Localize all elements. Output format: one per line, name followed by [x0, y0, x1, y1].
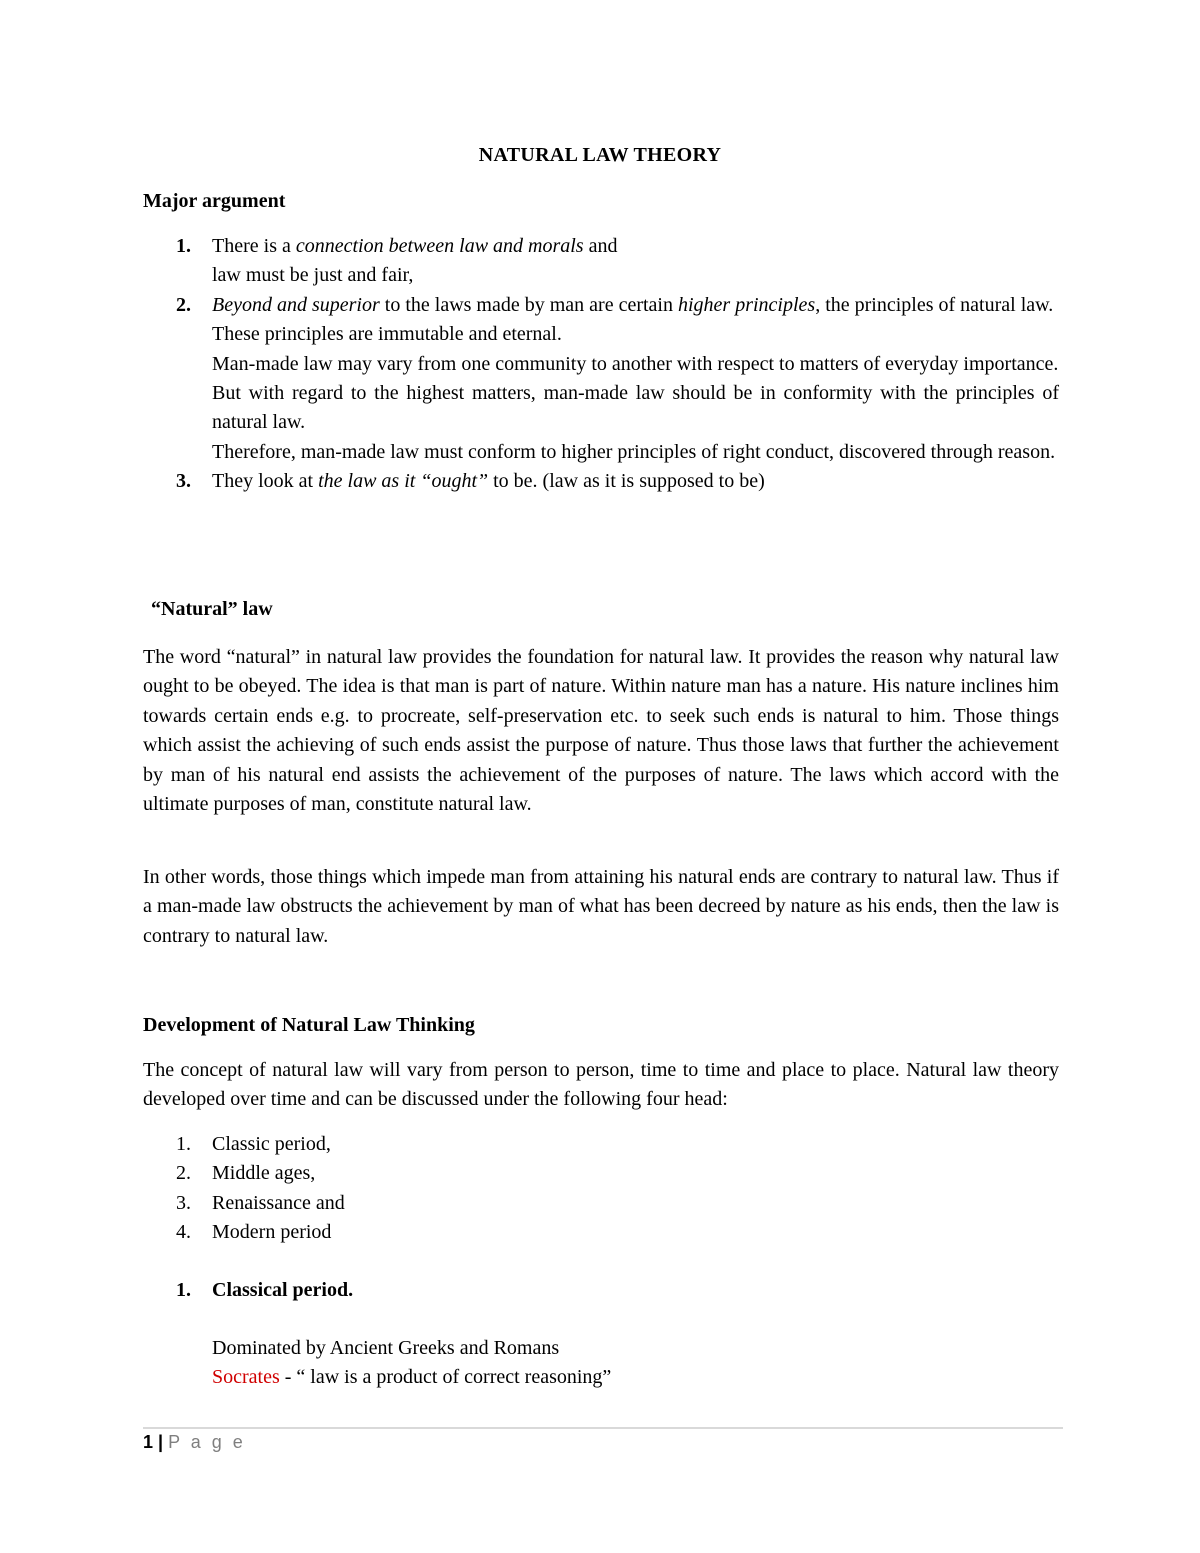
development-paragraph: The concept of natural law will vary from person to person, time to time and place to place. Natural law theory developed over time and can be discussed under the following four head: [143, 1059, 1059, 1111]
item-emphasis: Beyond and superior [212, 293, 380, 316]
item-text: There is a [212, 235, 296, 257]
list-number: 2. [176, 1162, 191, 1185]
periods-list [143, 1130, 1059, 1248]
section-heading-natural-law: “Natural” law [151, 598, 273, 620]
item-text: to be. (law as it is supposed to be) [488, 470, 765, 493]
item-emphasis: connection between law and morals [295, 235, 584, 257]
subsection-heading-classical-period: Classical period. [212, 1279, 354, 1301]
footer-divider [143, 1427, 1063, 1429]
item-text: They look at [212, 470, 319, 493]
page-number: 1 [143, 1432, 154, 1452]
list-item [143, 291, 1059, 467]
list-number: 1. [176, 1133, 191, 1155]
list-number: 2. [176, 293, 191, 316]
period-label: Middle ages, [212, 1162, 316, 1185]
philosopher-name: Socrates [212, 1366, 280, 1389]
list-item [143, 1218, 1059, 1247]
list-number: 1. [176, 1279, 191, 1301]
item-text: Man-made law may vary from one community to another with respect to matters of everyday importance. [212, 352, 1059, 375]
document-title: NATURAL LAW THEORY [478, 144, 722, 166]
list-item [143, 1276, 1059, 1305]
item-emphasis: higher principles [677, 293, 816, 316]
item-text: and [583, 235, 618, 257]
list-number: 1. [176, 235, 191, 257]
list-item [143, 232, 1059, 291]
item-text: These principles are immutable and eternal. [212, 323, 562, 346]
page-footer [143, 1432, 246, 1453]
item-text: to the laws made by man are certain [379, 293, 678, 316]
item-text: But with regard to the highest matters, man-made law should be in conformity with the principles of natural law. [212, 382, 1059, 434]
page-label: P a g e [168, 1432, 246, 1452]
list-item [143, 467, 1059, 496]
section-heading-major-argument: Major argument [143, 190, 286, 212]
list-item [143, 1130, 1059, 1159]
item-emphasis: the law as it “ought” [318, 470, 489, 493]
quote-text: - “ law is a product of correct reasoning” [279, 1366, 612, 1389]
body-line [143, 1363, 1059, 1392]
period-label: Classic period, [212, 1133, 331, 1155]
major-argument-list [143, 232, 1059, 497]
item-text: , the principles of natural law. [815, 293, 1054, 316]
footer-separator: | [153, 1432, 169, 1452]
natural-law-paragraph-1: The word “natural” in natural law provides the foundation for natural law. It provides the reason why natural law ought to be obeyed. The idea is that man is part of nature. Within nature man has a nature. His nature inclines him towards certain ends e.g. to procreate, self-preservation etc. to seek such ends is natural to him. Those things which assist the achieving of such ends assist the purpose of nature. Thus those laws that further the achievement by man of his natural end assists the achievement of the purposes of nature. The laws which accord with the ultimate purposes of man, constitute natural law. [143, 646, 1059, 816]
body-text: Dominated by Ancient Greeks and Romans [212, 1337, 560, 1359]
period-label: Modern period [212, 1221, 332, 1244]
classical-period-body [143, 1334, 1059, 1393]
natural-law-paragraph-2: In other words, those things which impede man from attaining his natural ends are contrary to natural law. Thus if a man-made law obstructs the achievement by man of what has been decreed by nature as his ends, then the law is contrary to natural law. [143, 866, 1059, 947]
classical-period-section [143, 1276, 1059, 1305]
item-text: Therefore, man-made law must conform to higher principles of right conduct, discovered through reason. [212, 440, 1056, 463]
period-label: Renaissance and [212, 1191, 345, 1214]
section-heading-development: Development of Natural Law Thinking [143, 1014, 475, 1036]
list-item [143, 1159, 1059, 1188]
list-item [143, 1189, 1059, 1218]
body-line [143, 1334, 1059, 1363]
list-number: 3. [176, 470, 191, 493]
list-number: 4. [176, 1221, 191, 1244]
list-number: 3. [176, 1191, 191, 1214]
item-text: law must be just and fair, [212, 264, 414, 287]
